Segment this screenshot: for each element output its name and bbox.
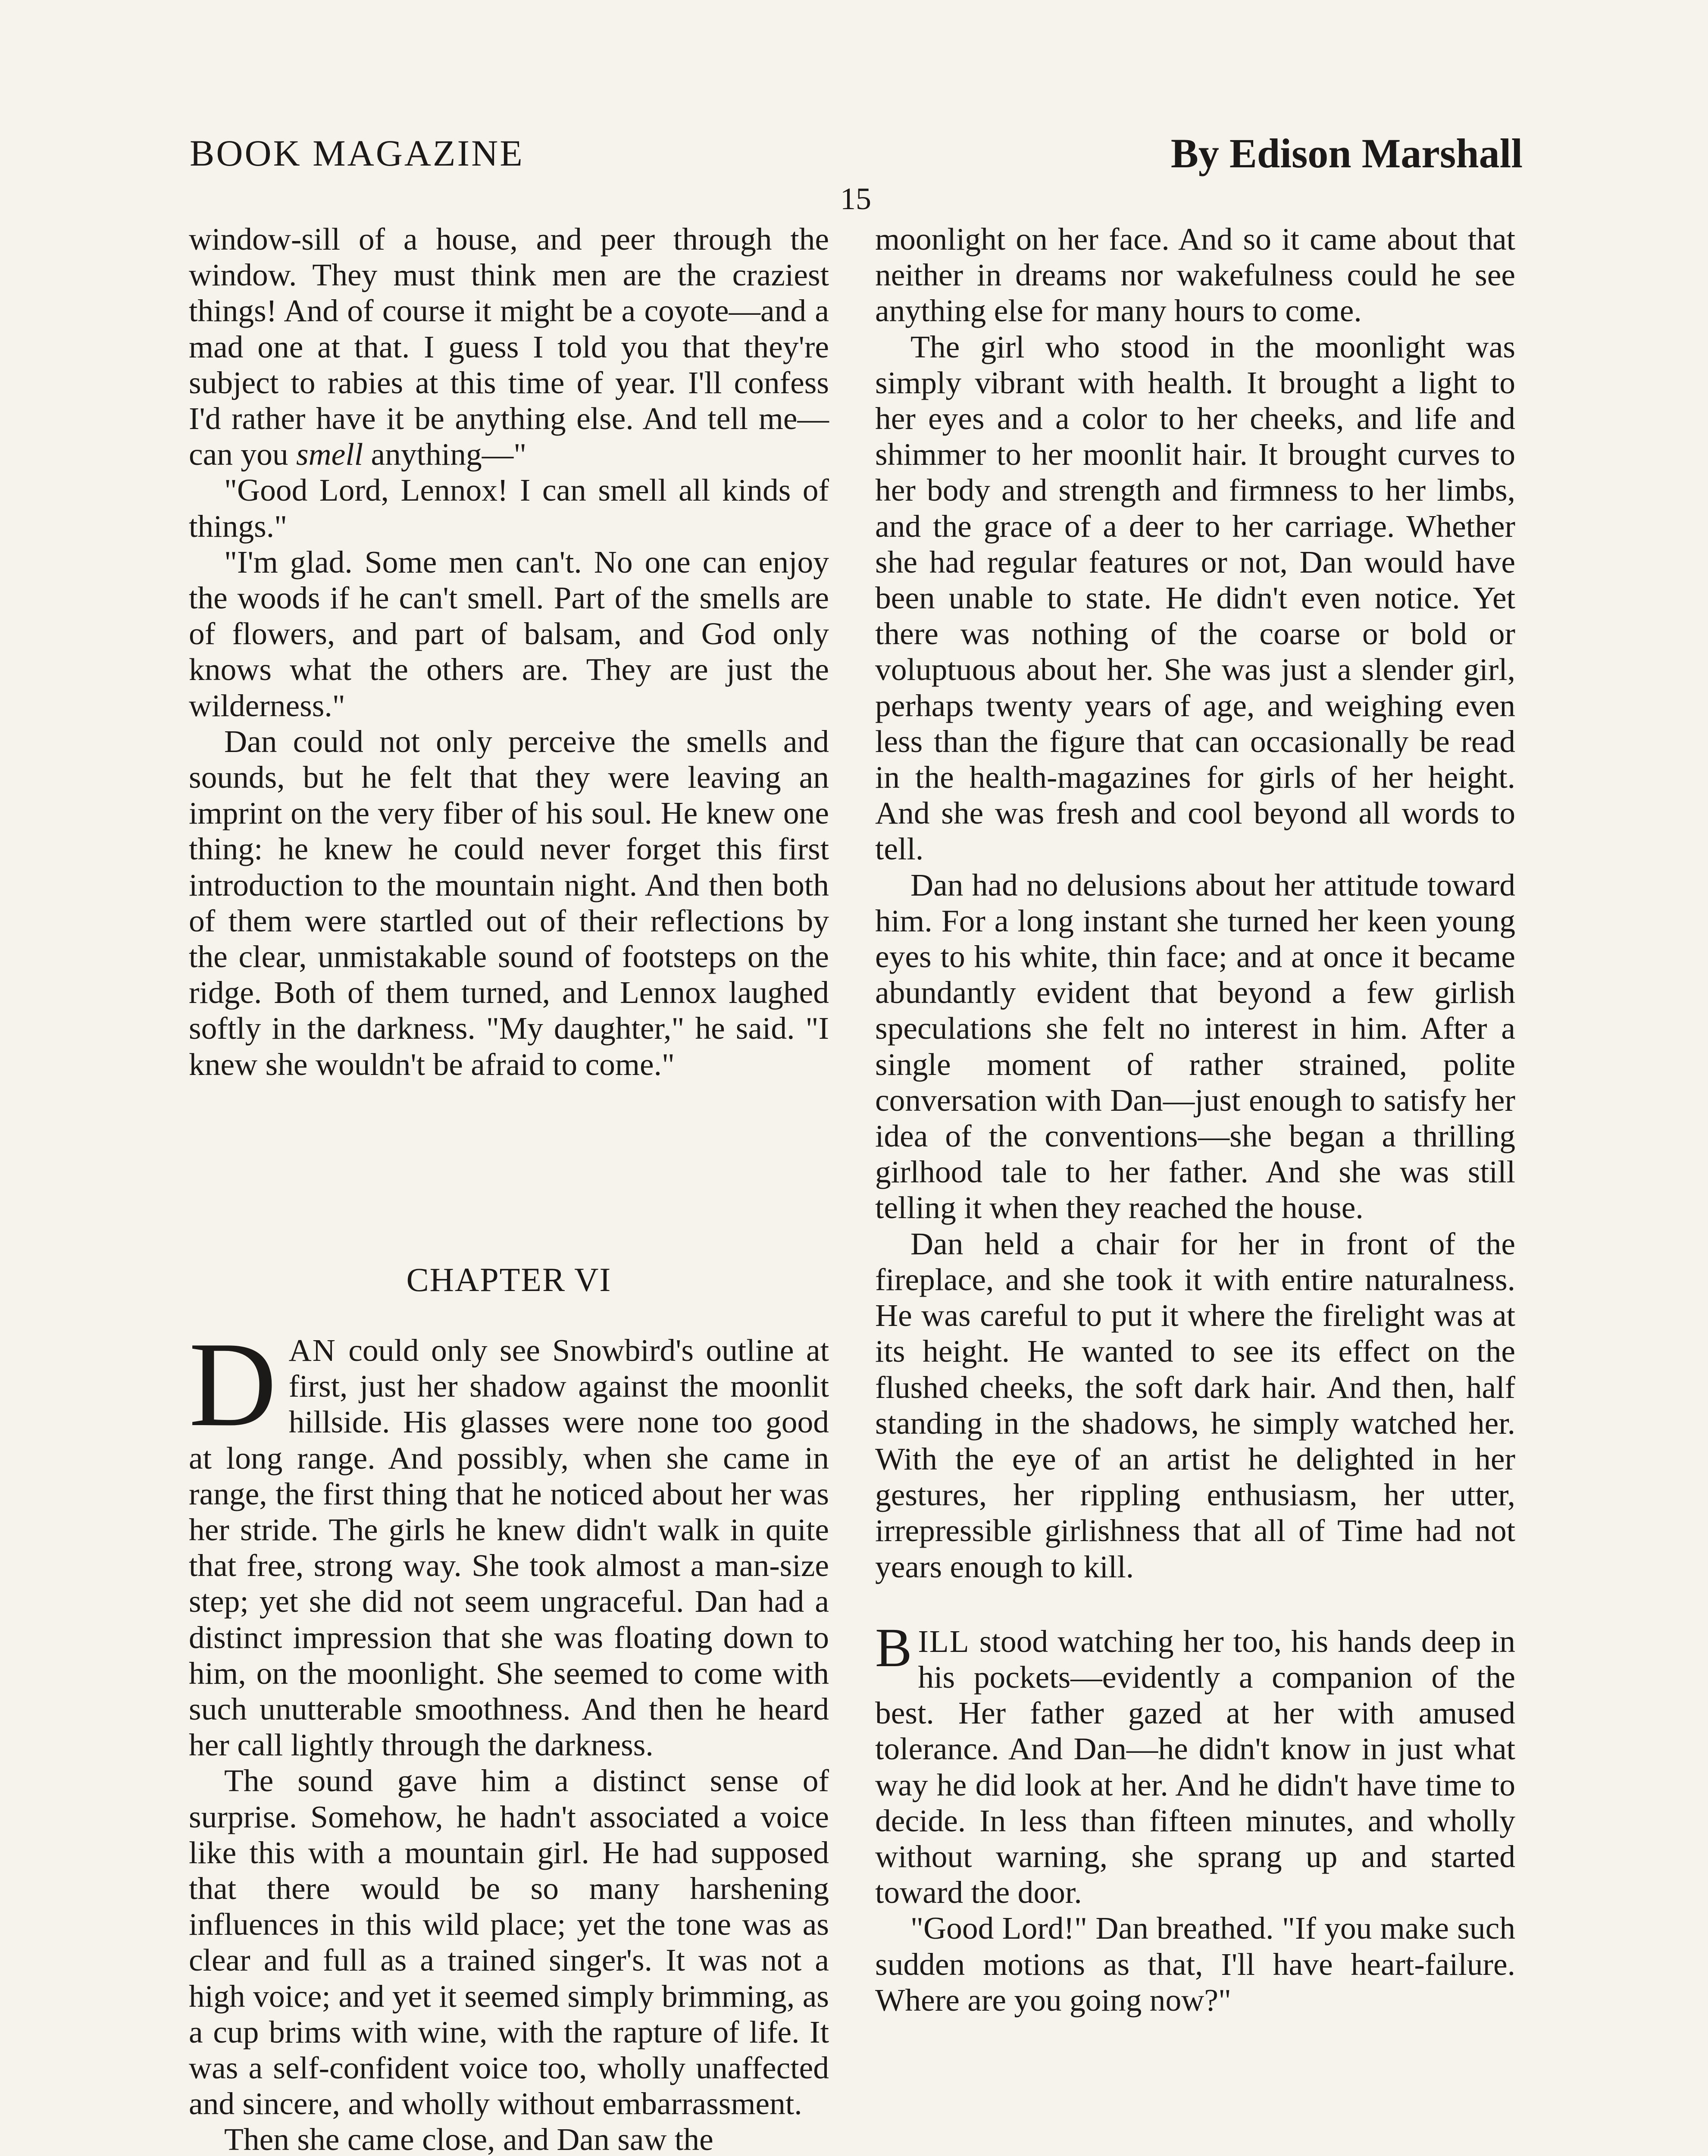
drop-cap: D: [189, 1317, 277, 1451]
drop-cap: B: [875, 1617, 912, 1678]
paragraph: "Good Lord, Lennox! I can smell all kinds of things.": [189, 473, 829, 544]
paragraph: BILL stood watching her too, his hands deep in his pockets—evidently a companion of the best. Her father gazed at her with amused tolerance. And Dan—he didn't know in just what way he did look at her. And he didn't have time to decide. In less than fifteen minutes, and wholly without warning, she sprang up and started toward the door.: [875, 1617, 1515, 1910]
paragraph: The girl who stood in the moonlight was simply vibrant with health. It brought a light to her eyes and a color to her cheeks, and life and shimmer to her moonlit hair. It brought curves to her body and strength and firmness to her limbs, and the grace of a deer to her carriage. Whether she had regular features or not, Dan would have been unable to state. He didn't even notice. Yet there was nothing of the coarse or bold or voluptuous about her. She was just a slender girl, perhaps twenty years of age, and weighing even less than the figure that can occasionally be read in the health-magazines for girls of her height. And she was fresh and cool beyond all words to tell.: [875, 329, 1515, 867]
page-number: 15: [840, 182, 871, 216]
paragraph: window-sill of a house, and peer through the window. They must think men are the craziest things! And of course it might be a coyote—and a mad one at that. I guess I told you that they're subject to rabies at this time of year. I'll confess I'd rather have it be anything else. And tell me—can you smell anything—": [189, 222, 829, 472]
left-column-bottom: [189, 1317, 829, 2156]
paragraph: "I'm glad. Some men can't. No one can enjoy the woods if he can't smell. Part of the smells are of flowers, and part of balsam, and God only knows what the others are. They are just the wilderness.": [189, 544, 829, 723]
chapter-heading: CHAPTER VI: [406, 1261, 612, 1298]
paragraph: "Good Lord!" Dan breathed. "If you make such sudden motions as that, I'll have heart-failure. Where are you going now?": [875, 1911, 1515, 2018]
magazine-title: BOOK MAGAZINE: [190, 132, 524, 174]
section-break: [875, 1585, 1515, 1623]
emphasis: smell: [296, 437, 363, 472]
paragraph: moonlight on her face. And so it came about that neither in dreams nor wakefulness could he see anything else for many hours to come.: [875, 222, 1515, 329]
right-column: [875, 221, 1515, 2018]
paragraph: Then she came close, and Dan saw the: [224, 2122, 713, 2156]
paragraph: Dan had no delusions about her attitude toward him. For a long instant she turned her keen young eyes to his white, thin face; and at once it became abundantly evident that beyond a few girlish speculations she felt no interest in him. After a single moment of rather strained, polite conversation with Dan—just enough to satisfy her idea of the conventions—she began a thrilling girlhood tale to her father. And she was still telling it when they reached the house.: [875, 867, 1515, 1225]
left-column-top: [189, 221, 829, 1082]
paragraph: Dan could not only perceive the smells and sounds, but he felt that they were leaving an imprint on the very fiber of his soul. He knew one thing: he knew he could never forget this first introduction to the mountain night. And then both of them were startled out of their reflections by the clear, unmistakable sound of footsteps on the ridge. Both of them turned, and Lennox laughed softly in the darkness. "My daughter," he said. "I knew she wouldn't be afraid to come.": [189, 724, 829, 1082]
paragraph: The sound gave him a distinct sense of surprise. Somehow, he hadn't associated a voice like this with a mountain girl. He had supposed that there would be so many harshening influences in this wild place; yet the tone was as clear and full as a trained singer's. It was not a high voice; and yet it seemed simply brimming, as a cup brims with wine, with the rapture of life. It was a self-confident voice too, wholly unaffected and sincere, and wholly without embarrassment.: [189, 1763, 829, 2122]
author-byline: By Edison Marshall: [1170, 130, 1523, 176]
paragraph: DAN could only see Snowbird's outline at first, just her shadow against the moonlit hillside. His glasses were none too good at long range. And possibly, when she came in range, the first thing that he noticed about her was her stride. The girls he knew didn't walk in quite that free, strong way. She took almost a man-size step; yet she did not seem ungraceful. Dan had a distinct impression that she was floating down to him, on the moonlight. She seemed to come with such unutterable smoothness. And then he heard her call lightly through the darkness.: [189, 1317, 829, 1763]
paragraph: Dan held a chair for her in front of the fireplace, and she took it with entire naturalness. He was careful to put it where the firelight was at its height. He wanted to see its effect on the flushed cheeks, the soft dark hair. And then, half standing in the shadows, he simply watched her. With the eye of an artist he delighted in her gestures, her rippling enthusiasm, her utter, irrepressible girlishness that all of Time had not years enough to kill.: [875, 1226, 1515, 1584]
